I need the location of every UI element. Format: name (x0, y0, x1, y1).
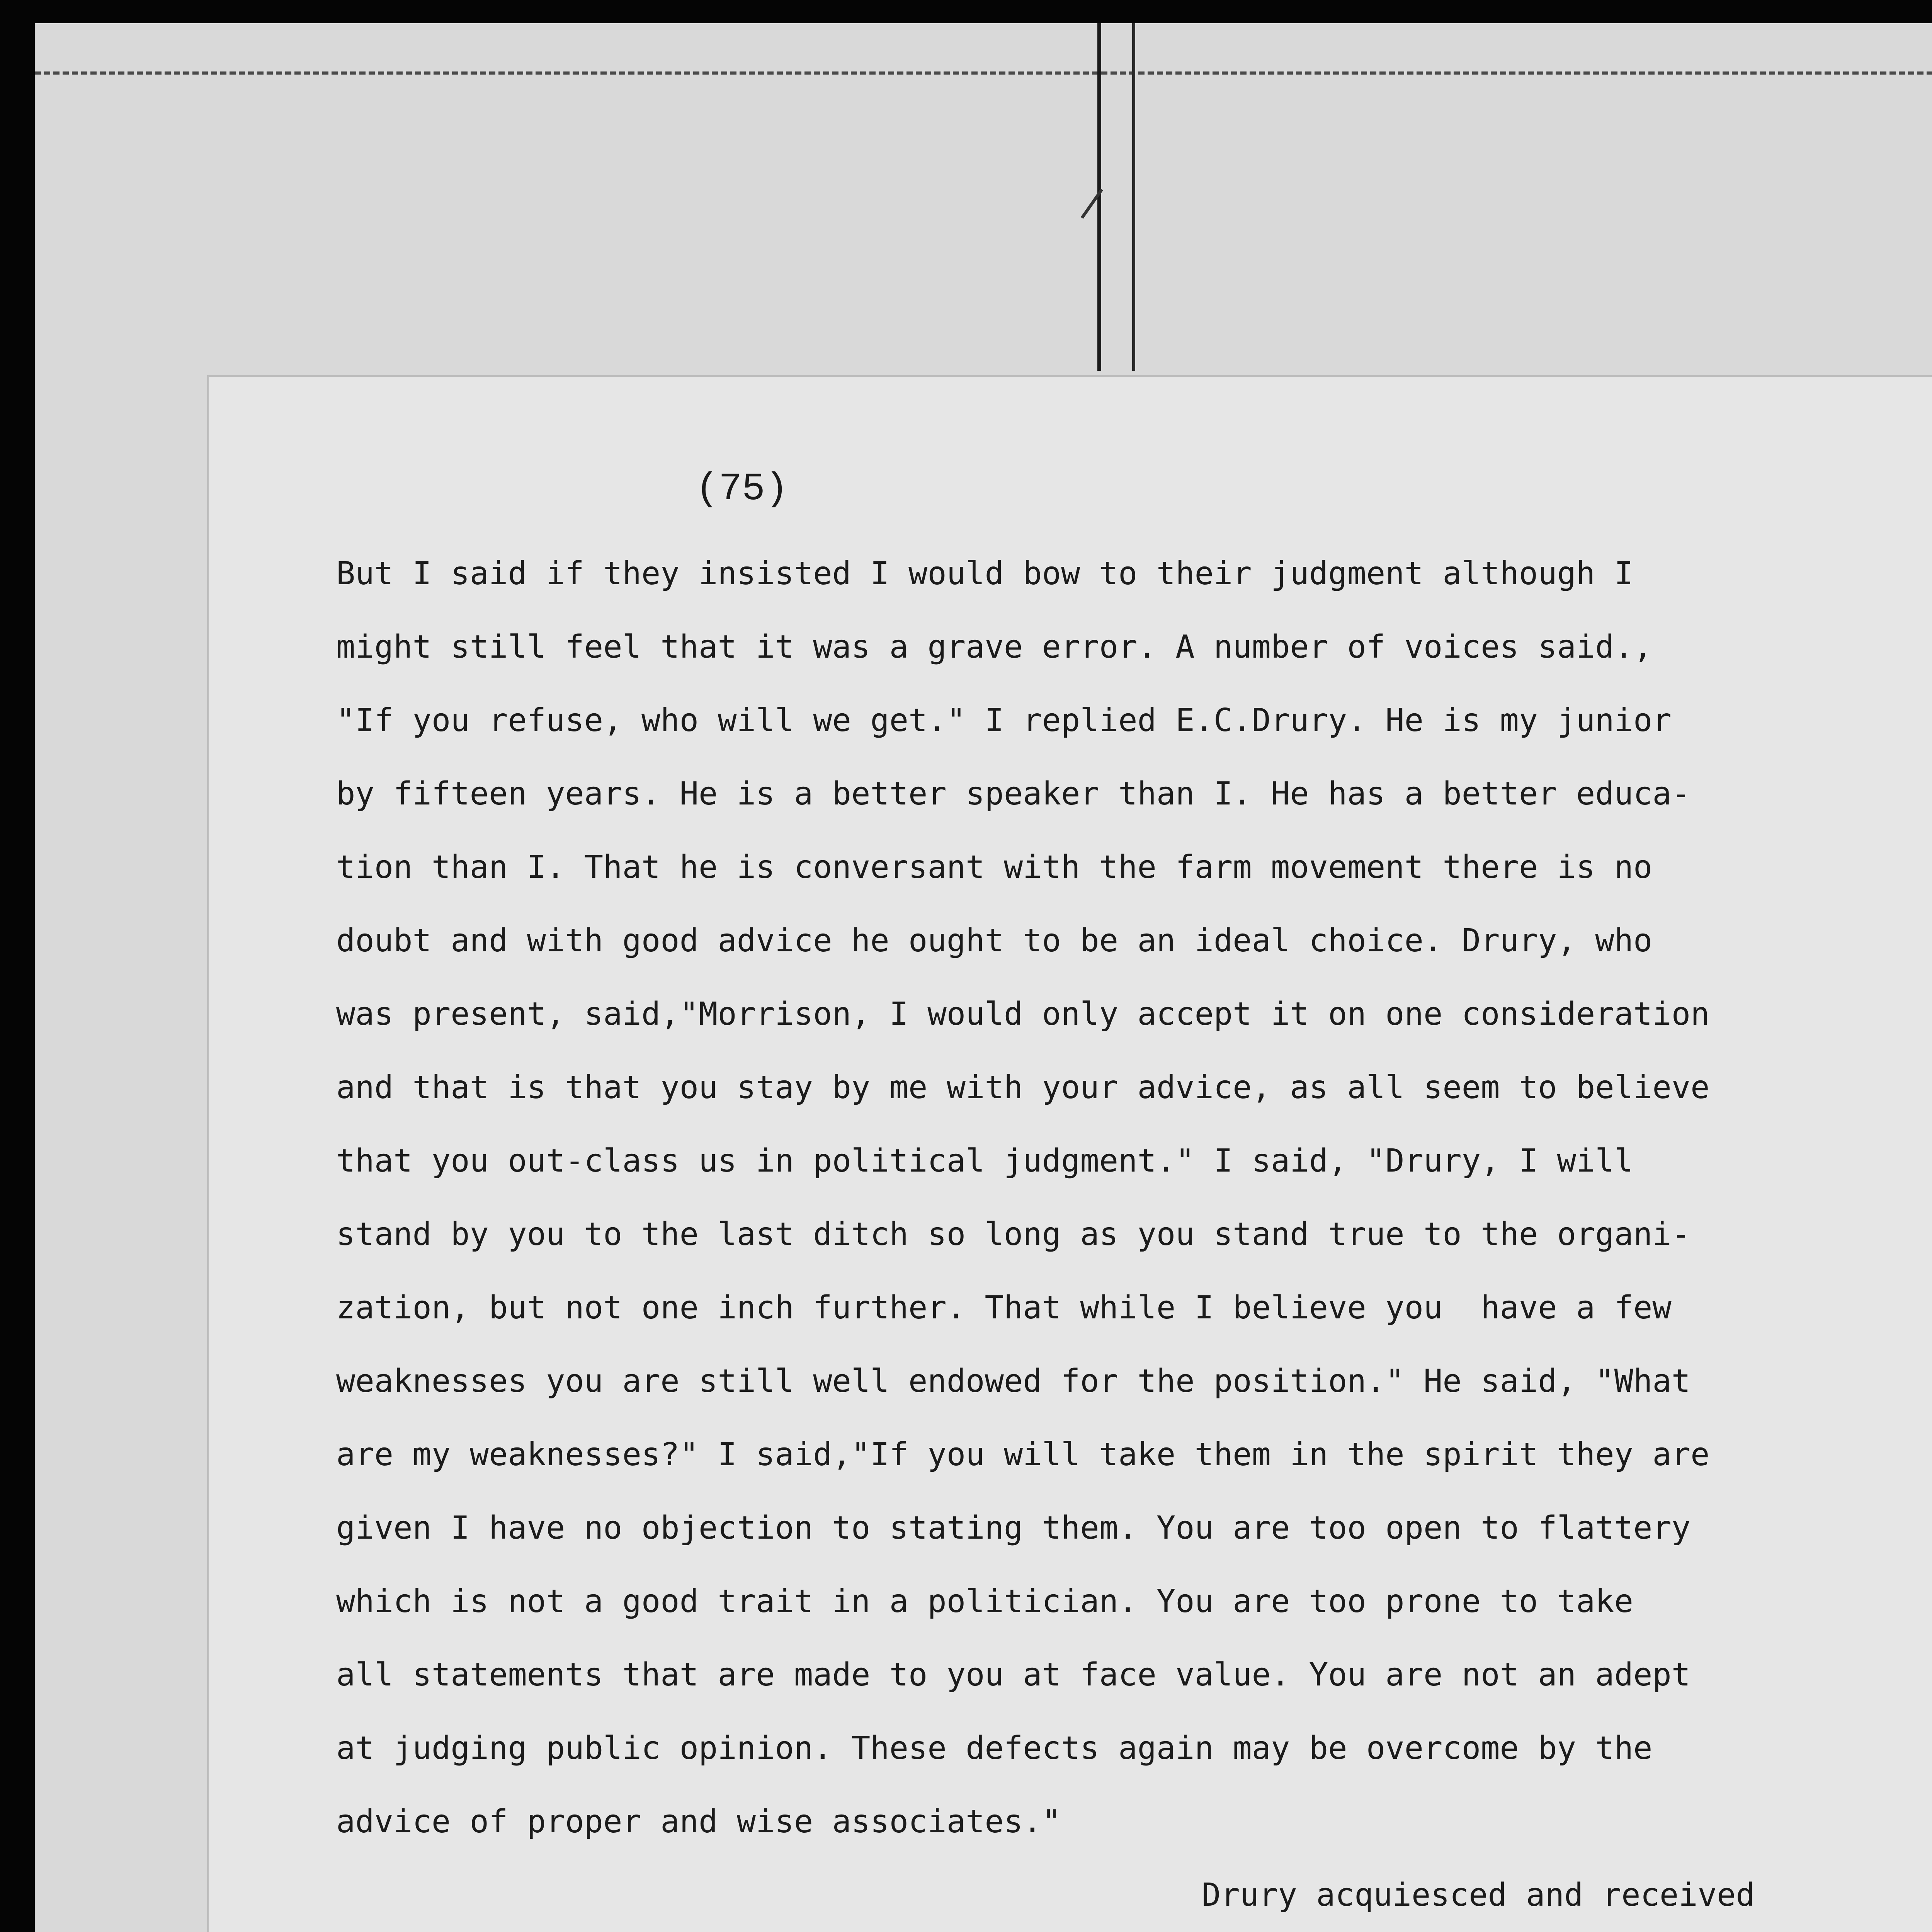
text-line: But I said if they insisted I would bow to their judgment although I (336, 555, 1634, 592)
page-number: (75) (696, 468, 789, 511)
text-line: might still feel that it was a grave error. A number of voices said., (336, 629, 1653, 665)
text-line: which is not a good trait in a politician. You are too prone to take (336, 1583, 1634, 1620)
text-line: are my weaknesses?" I said,"If you will take them in the spirit they are (336, 1436, 1710, 1473)
text-line: doubt and with good advice he ought to be an ideal choice. Drury, who (336, 922, 1653, 959)
text-line: tion than I. That he is conversant with the farm movement there is no (336, 849, 1653, 886)
mount-dashed-line (35, 71, 1932, 75)
text-line: and that is that you stay by me with your advice, as all seem to believe (336, 1069, 1710, 1106)
text-line: zation, but not one inch further. That while I believe you have a few (336, 1289, 1672, 1326)
text-line: by fifteen years. He is a better speaker than I. He has a better educa- (336, 776, 1691, 812)
text-line: all statements that are made to you at face value. You are not an adept (336, 1656, 1691, 1693)
text-line: stand by you to the last ditch so long as you stand true to the organi- (336, 1216, 1691, 1253)
text-line: at judging public opinion. These defects again may be overcome by the (336, 1730, 1653, 1767)
text-line: that you out-class us in political judgment." I said, "Drury, I will (336, 1143, 1634, 1179)
mount-divider (1132, 23, 1135, 371)
text-line: weaknesses you are still well endowed for the position." He said, "What (336, 1363, 1691, 1400)
typed-text-body (336, 537, 1932, 1932)
text-line: advice of proper and wise associates." (336, 1803, 1061, 1840)
text-line: was present, said,"Morrison, I would only accept it on one consideration (336, 996, 1710, 1032)
text-line: given I have no objection to stating them. You are too open to flattery (336, 1510, 1691, 1546)
paragraph-indent-line: Drury acquiesced and received (1202, 1877, 1755, 1913)
text-line: "If you refuse, who will we get." I replied E.C.Drury. He is my junior (336, 702, 1672, 739)
